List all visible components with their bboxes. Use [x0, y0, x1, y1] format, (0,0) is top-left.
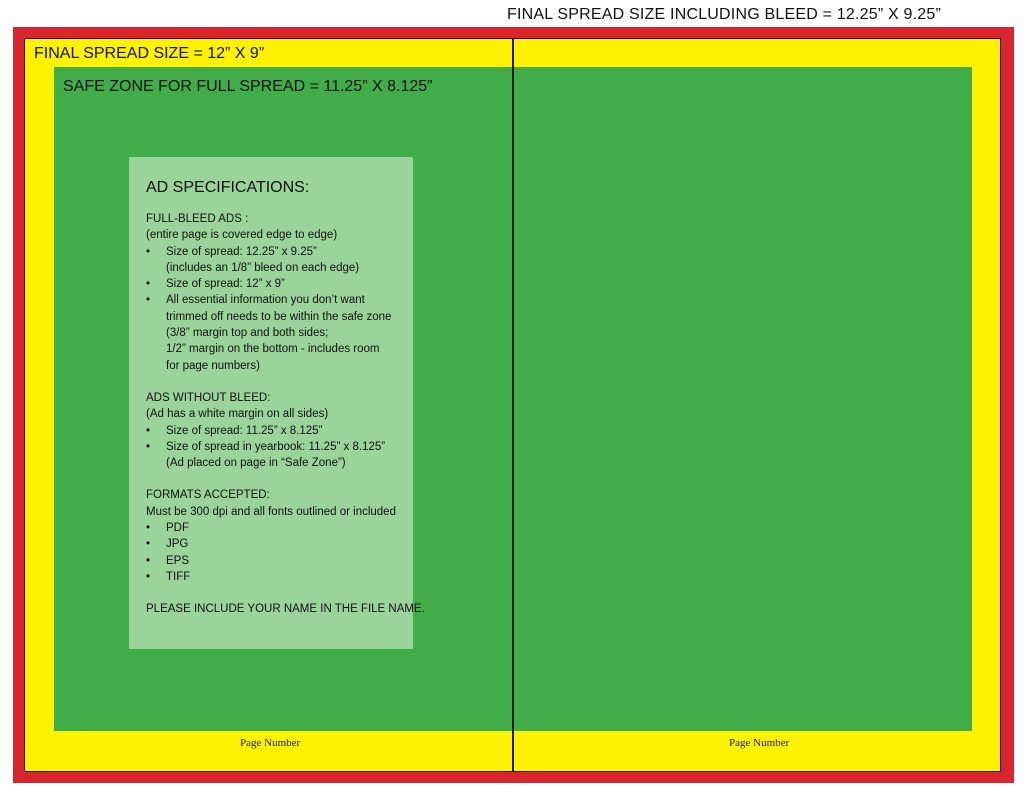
full-bleed-bullets [146, 244, 401, 374]
bullet-line: trimmed off needs to be within the safe zone [166, 310, 392, 323]
full-bleed-subheading: (entire page is covered edge to edge) [146, 229, 338, 242]
list-item: • TIFF [146, 569, 401, 585]
bullet-line: • Size of spread in yearbook: 11.25” x 8.125” [166, 440, 386, 453]
safe-zone-label: SAFE ZONE FOR FULL SPREAD = 11.25” X 8.125” [63, 78, 433, 95]
bullet-line: (3/8” margin top and both sides; [166, 327, 329, 340]
bullet-line: (includes an 1/8” bleed on each edge) [166, 261, 360, 274]
list-item [146, 276, 401, 292]
bullet-line: for page numbers) [166, 359, 260, 372]
bullet-line: • Size of spread: 12.25” x 9.25” [166, 245, 317, 258]
full-bleed-section [146, 211, 401, 374]
list-item: • JPG [146, 536, 401, 552]
spread-gutter-line [512, 38, 514, 772]
without-bleed-section [146, 390, 401, 471]
bullet-line: (Ad placed on page in “Safe Zone”) [166, 457, 346, 470]
list-item: • EPS [146, 553, 401, 569]
formats-subheading: Must be 300 dpi and all fonts outlined or included [146, 505, 396, 518]
left-page-number: Page Number [240, 737, 301, 749]
bullet-line: 1/2” margin on the bottom - includes room [166, 343, 380, 356]
without-bleed-subheading: (Ad has a white margin on all sides) [146, 408, 329, 421]
list-item [146, 292, 401, 373]
list-item [146, 439, 401, 472]
ad-specifications-box [129, 157, 425, 649]
without-bleed-bullets [146, 423, 401, 472]
bleed-size-caption: FINAL SPREAD SIZE INCLUDING BLEED = 12.25” X 9.25” [507, 6, 941, 23]
trim-size-label: FINAL SPREAD SIZE = 12” X 9” [34, 45, 265, 62]
list-item [146, 244, 401, 277]
bullet-line: • All essential information you don’t want [166, 294, 365, 307]
list-item: • PDF [146, 520, 401, 536]
specs-title: AD SPECIFICATIONS: [146, 179, 310, 196]
without-bleed-heading: ADS WITHOUT BLEED: [146, 391, 271, 404]
right-page-number: Page Number [729, 737, 790, 749]
formats-section [146, 487, 401, 585]
list-item [146, 423, 401, 439]
file-name-note: PLEASE INCLUDE YOUR NAME IN THE FILE NAME. [146, 603, 425, 616]
full-bleed-heading: FULL-BLEED ADS : [146, 213, 249, 225]
bullet-line: • Size of spread: 11.25” x 8.125” [166, 424, 323, 437]
formats-list [146, 520, 401, 585]
formats-heading: FORMATS ACCEPTED: [146, 489, 270, 502]
bullet-line: • Size of spread: 12” x 9” [166, 278, 285, 291]
